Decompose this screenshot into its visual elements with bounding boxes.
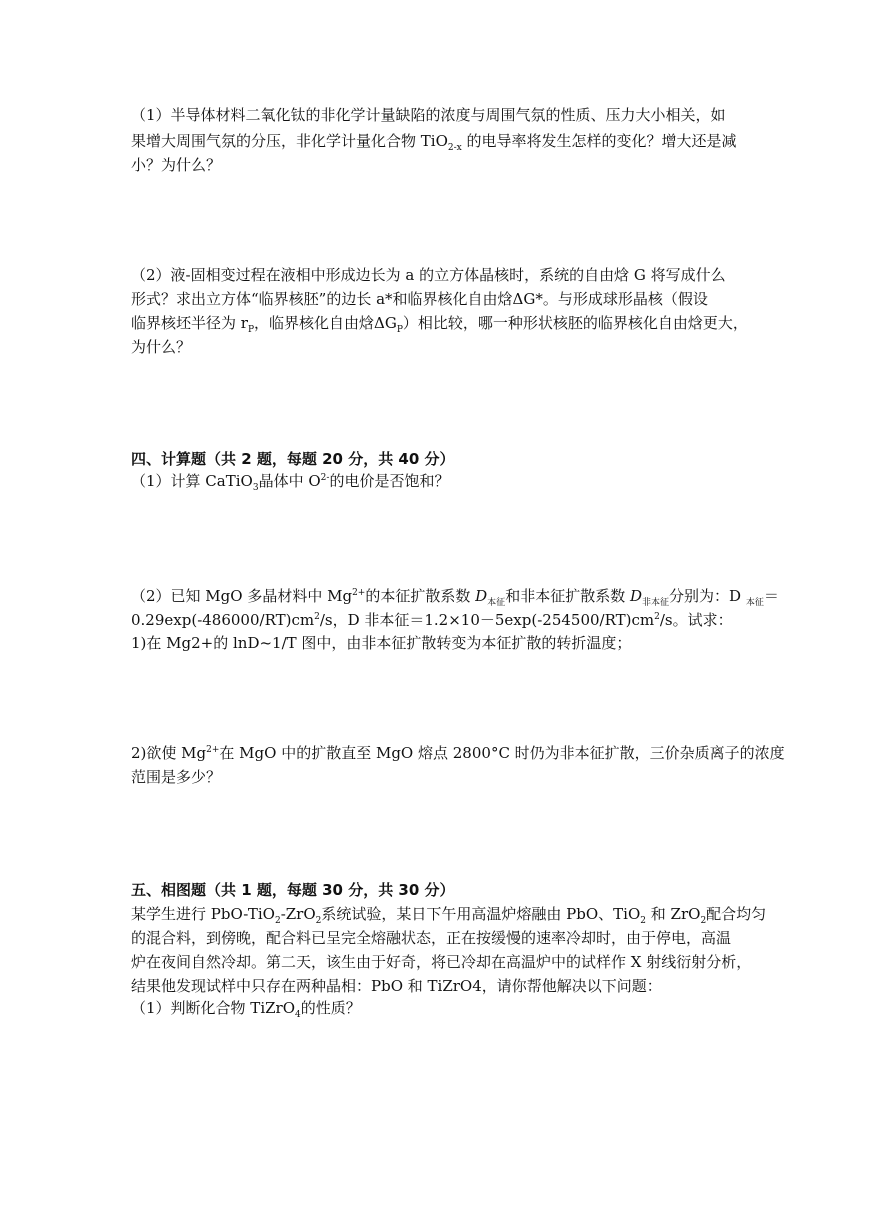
section-4-question-2-line-3: 1)在 Mg2+的 lnD~1/T 图中，由非本征扩散转变为本征扩散的转折温度；: [131, 634, 632, 652]
section-4-question-1: （1）计算 CaTiO$_3$晶体中 $O^{2-}$的电价是否饱和？: [131, 472, 450, 493]
question-2-line-2: 形式？求出立方体“临界核胚”的边长 a*和临界核化自由焓ΔG*。与形成球形晶核（假设: [131, 290, 708, 308]
section-5-paragraph-line-2: 的混合料，到傍晚，配合料已呈完全熔融状态，正在按缓慢的速率冷却时，由于停电，高温: [131, 929, 732, 947]
section-4-question-2-line-2: $0.29\exp(-486000/RT)cm^2/s$，D 非本征$=1.2\times 10-5\exp(-254500/RT)cm^2/s$。试求：: [131, 611, 733, 629]
question-1-line-2: 果增大周围气氛的分压，非化学计量化合物 TiO$_{2-x}$ 的电导率将发生怎样的变化？增大还是减: [131, 132, 737, 153]
section-5-paragraph-line-4: 结果他发现试样中只存在两种晶相：PbO 和 TiZrO4，请你帮他解决以下问题：: [131, 977, 662, 995]
section-4-question-2-line-1: （2）已知 MgO 多晶材料中 $Mg^{2+}$的本征扩散系数 $D_{本征}$和非本征扩散系数 $D_{非本征}$分别为：D $_{本征}$＝: [131, 587, 779, 608]
section-4-question-2-part-2-line-2: 范围是多少？: [131, 768, 222, 786]
question-1-line-1: （1）半导体材料二氧化钛的非化学计量缺陷的浓度与周围气氛的性质、压力大小相关，如: [131, 106, 726, 124]
section-4-heading: 四、计算题（共 2 题，每题 20 分，共 40 分）: [131, 450, 455, 468]
section-5-question-1: （1）判断化合物 TiZrO$_4$的性质？: [131, 999, 361, 1020]
question-2-line-3: 临界核坯半径为 $r_P$，临界核化自由焓$\Delta G_P$）相比较，哪一种形状核胚的临界核化自由焓更大，: [131, 314, 748, 335]
section-4-question-2-part-2-line-1: 2)欲使 $Mg^{2+}$在 MgO 中的扩散直至 MgO 熔点 2800°C 时仍为非本征扩散，三价杂质离子的浓度: [131, 744, 785, 762]
question-2-line-1: （2）液-固相变过程在液相中形成边长为 a 的立方体晶核时，系统的自由焓 G 将写成什么: [131, 266, 726, 284]
section-5-paragraph-line-1: 某学生进行 PbO-TiO$_2$-ZrO$_2$系统试验，某日下午用高温炉熔融由 PbO、TiO$_2$ 和 ZrO$_2$配合均匀: [131, 905, 767, 926]
question-2-line-4: 为什么？: [131, 338, 192, 356]
section-5-paragraph-line-3: 炉在夜间自然冷却。第二天，该生由于好奇，将已冷却在高温炉中的试样作 X 射线衍射分析，: [131, 953, 752, 971]
section-5-heading: 五、相图题（共 1 题，每题 30 分，共 30 分）: [131, 881, 455, 899]
question-1-line-3: 小？为什么？: [131, 156, 222, 174]
